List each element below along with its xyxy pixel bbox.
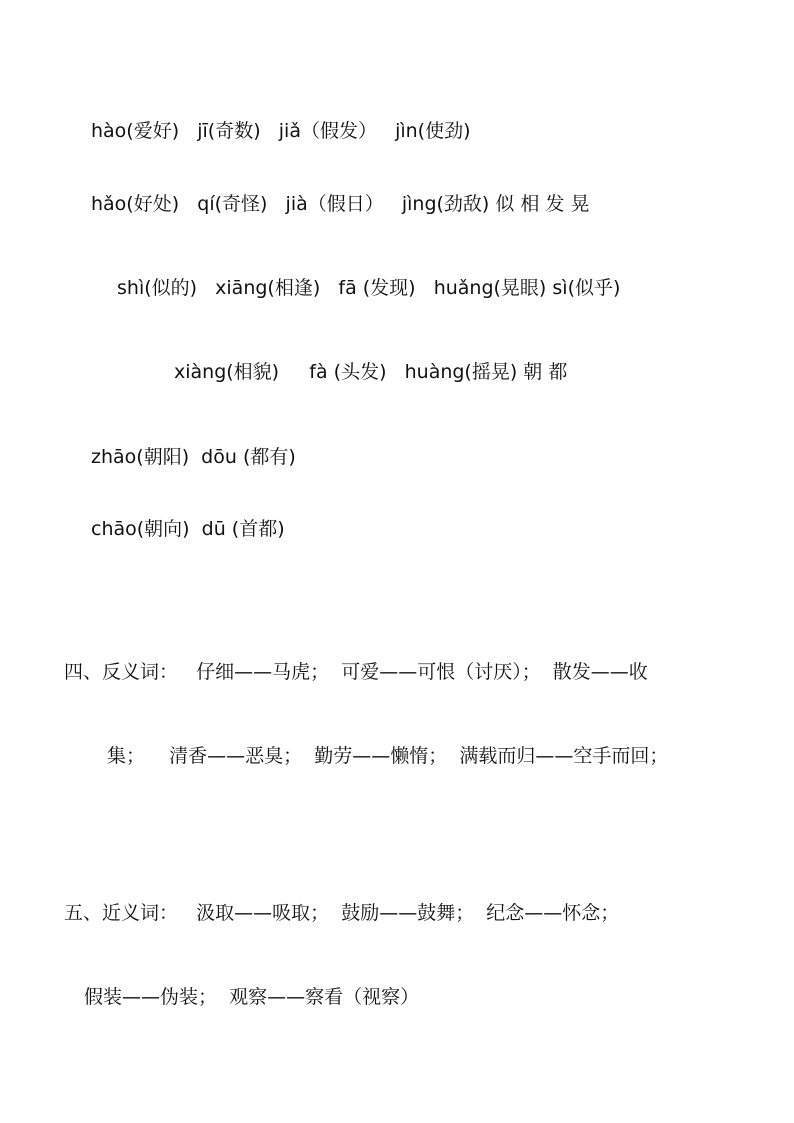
polyphone-line-5: zhāo(朝阳) dōu (都有): [91, 446, 296, 468]
synonym-line-1: 五、近义词： 汲取——吸取； 鼓励——鼓舞； 纪念——怀念；: [64, 902, 620, 924]
synonym-line-2: 假装——伪装； 观察——察看（视察）: [84, 986, 420, 1008]
polyphone-line-3: shì(似的) xiāng(相逢) fā (发现) huǎng(晃眼) sì(似乎): [117, 277, 621, 299]
antonym-line-1: 四、反义词： 仔细——马虎； 可爱——可恨（讨厌）； 散发——收: [64, 661, 648, 683]
polyphone-line-1: hào(爱好) jī(奇数) jiǎ（假发） jìn(使劲): [91, 120, 471, 142]
polyphone-line-2: hǎo(好处) qí(奇怪) jià（假日） jìng(劲敌) 似 相 发 晃: [91, 193, 590, 215]
antonym-line-2: 集； 清香——恶臭； 勤劳——懒惰； 满载而归——空手而回；: [107, 745, 669, 767]
polyphone-line-4: xiàng(相貌) fà (头发) huàng(摇晃) 朝 都: [174, 361, 568, 383]
polyphone-line-6: chāo(朝向) dū (首都): [91, 518, 285, 540]
